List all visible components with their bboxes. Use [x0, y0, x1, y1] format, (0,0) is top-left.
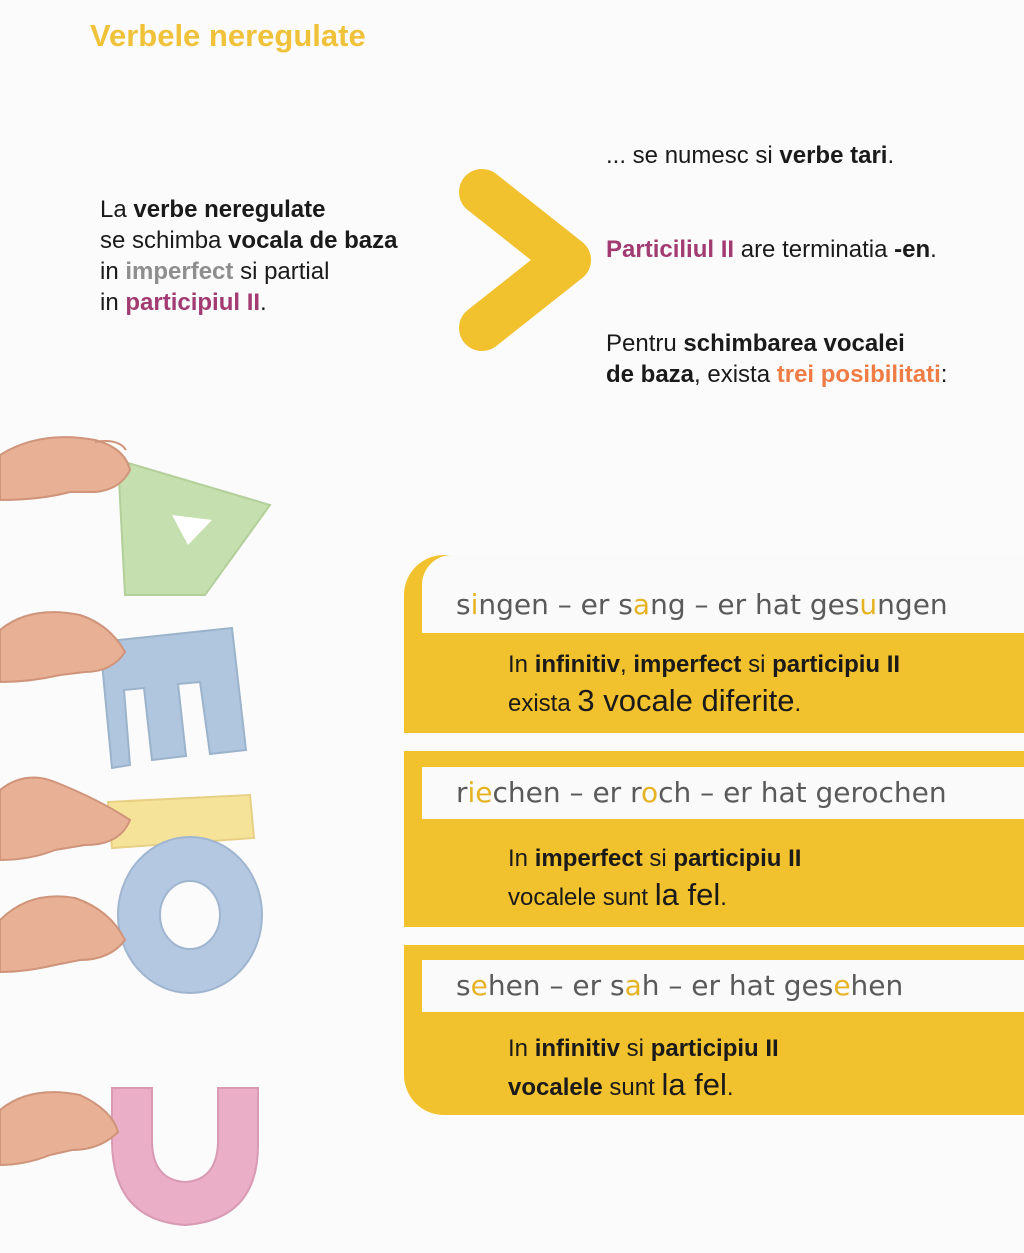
- intro-text: [100, 194, 397, 318]
- letter-e-foam: [0, 612, 246, 768]
- verb-forms-riechen: riechen – er roch – er hat gerochen: [422, 767, 1024, 819]
- separator: [404, 927, 1024, 945]
- hand-3: [0, 778, 130, 861]
- hand-1: [0, 437, 130, 500]
- page-title: Verbele neregulate: [90, 18, 366, 53]
- separator: [404, 733, 1024, 751]
- explanation-sehen: In infinitiv si participiu II vocalele sunt la fel.: [508, 1035, 779, 1102]
- intro-line-1: La verbe neregulate: [100, 196, 326, 223]
- intro-line-4: in participiul II.: [100, 289, 267, 316]
- letter-u-foam: [0, 1088, 258, 1225]
- examples-panel: [404, 555, 1024, 1115]
- intro-line-2: se schimba vocala de baza: [100, 227, 398, 254]
- verb-forms-singen: singen – er sang – er hat gesungen: [422, 555, 1024, 633]
- participle-ending-note: Particiliul II are terminatia -en.: [606, 236, 937, 263]
- strong-verbs-note: ... se numesc si verbe tari.: [606, 142, 895, 169]
- hand-5: [0, 1092, 118, 1165]
- chevron-right-icon: [450, 160, 600, 360]
- possibilities-note: Pentru schimbarea vocalei de baza, exista trei posibilitati:: [606, 330, 948, 388]
- explanation-singen: In infinitiv, imperfect si participiu II exista 3 vocale diferite.: [508, 651, 901, 718]
- letter-o-foam: [0, 837, 262, 993]
- foam-letters-illustration: [0, 420, 300, 1250]
- verb-forms-sehen: sehen – er sah – er hat gesehen: [422, 960, 1024, 1012]
- explanation-riechen: In imperfect si participiu II vocalele sunt la fel.: [508, 845, 802, 912]
- letter-a-foam: [0, 437, 270, 595]
- intro-line-3: in imperfect si partial: [100, 258, 330, 285]
- hand-4: [0, 896, 125, 972]
